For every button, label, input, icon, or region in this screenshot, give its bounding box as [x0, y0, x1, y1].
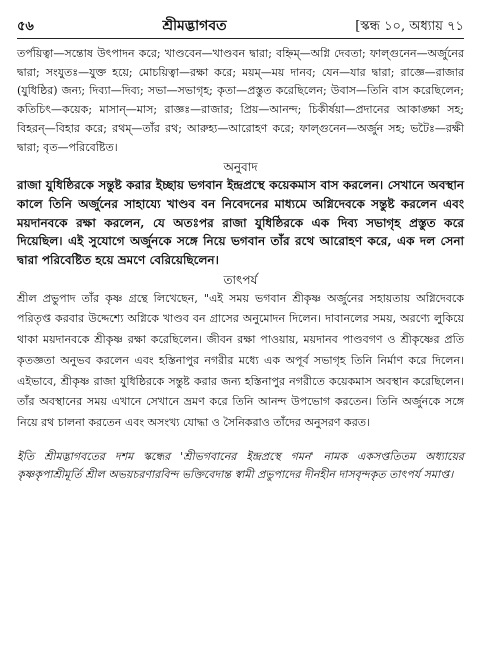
chapter-closing-note: ইতি শ্রীমদ্ভাগবতের দশম স্কন্ধের 'শ্রীভগবানের ইন্দ্রপ্রস্থে গমন' নামক একসপ্ততিতম অধ্যায়ের কৃষ্ণকৃপাশ্রীমূর্তি শ্রীল অভয়চরণারবিন্দ ভক্তিবেদান্ত স্বামী প্রভুপাদের দীনহীন দাসবৃন্দকৃত তাৎপর্য সমাপ্ত।: [17, 449, 464, 482]
purport-heading: তাৎপর্য: [223, 272, 258, 287]
page-header: [17, 14, 464, 34]
book-title: শ্রীমদ্ভাগবত: [162, 18, 227, 34]
chapter-reference: [স্কন্ধ ১০, অধ্যায় ৭১: [355, 19, 464, 34]
translation-paragraph: রাজা যুধিষ্ঠিরকে সন্তুষ্ট করার ইচ্ছায় ভগবান ইন্দ্রপ্রস্থে কয়েকমাস বাস করলেন। সেখানে অবস্থান কালে তিনি অর্জুনের সাহায্যে খাণ্ডব বন নিবেদনের মাধ্যমে অগ্নিদেবকে সন্তুষ্ট করলেন এবং ময়দানবকে রক্ষা করলেন, যে অতঃপর রাজা যুধিষ্ঠিরকে এক দিব্য সভাগৃহ প্রস্তুত করে দিয়েছিল। এই সুযোগে অর্জুনকে সঙ্গে নিয়ে ভগবান তাঁর রথে আরোহণ করে, এক দল সেনা দ্বারা পরিবেষ্টিত হয়ে ভ্রমণে বেরিয়েছিলেন।: [17, 178, 464, 268]
book-page: [17, 14, 464, 485]
purport-paragraph: শ্রীল প্রভুপাদ তাঁর কৃষ্ণ গ্রন্থে লিখেছেন, "এই সময় ভগবান শ্রীকৃষ্ণ অর্জুনের সহায়তায় অগ্নিদেবকে পরিতৃপ্ত করবার উদ্দেশ্যে অগ্নিকে খাণ্ডব বন গ্রাসের অনুমোদন দিলেন। দাবানলের সময়, অরণ্যে লুকিয়ে থাকা ময়দানবকে শ্রীকৃষ্ণ রক্ষা করেছিলেন। জীবন রক্ষা পাওয়ায়, ময়দানব পাণ্ডবগণ ও শ্রীকৃষ্ণের প্রতি কৃতজ্ঞতা অনুভব করলেন এবং হস্তিনাপুর নগরীর মধ্যে এক অপূর্ব সভাগৃহ তিনি নির্মাণ করে দিলেন। এইভাবে, শ্রীকৃষ্ণ রাজা যুধিষ্ঠিরকে সন্তুষ্ট করার জন্য হস্তিনাপুর নগরীতে কয়েকমাস অবস্থান করেছিলেন। তাঁর অবস্থানের সময় এখানে সেখানে ভ্রমণ করে তিনি আনন্দ উপভোগ করতেন। তিনি অর্জুনকে সঙ্গে নিয়ে রথ চালনা করতেন এবং অসংখ্য যোদ্ধা ও সৈনিকরাও তাঁদের অনুসরণ করত।: [17, 291, 464, 429]
synonyms-paragraph: তর্পয়িত্বা—সন্তোষ উৎপাদন করে; খাণ্ডবেন—খাণ্ডবন দ্বারা; বহ্নিম্—অগ্নি দেবতা; ফাল্গুনেন—অর্জুনের দ্বারা; সংযুতঃ—যুক্ত হয়ে; মোচয়িত্বা—রক্ষা করে; ময়ম্—ময় দানব; যেন—যার দ্বারা; রাজ্ঞে—রাজার (যুধিষ্ঠির) জন্য; দিব্যা—দিব্য; সভা—সভাগৃহ; কৃতা—প্রস্তুত করেছিলেন; উবাস—তিনি বাস করেছিলেন; কতিচিৎ—কয়েক; মাসান্—মাস; রাজ্ঞঃ—রাজার; প্রিয়—আনন্দ; চিকীর্ষয়া—প্রদানের আকাঙ্ক্ষা সহ; বিহরন্—বিহার করে; রথম্—তাঁর রথ; আরুহ্য—আরোহণ করে; ফাল্গুনেন—অর্জুন সহ; ভটৈঃ—রক্ষী দ্বারা; বৃত—পরিবেষ্টিত।: [17, 47, 464, 154]
header-divider: [17, 38, 464, 39]
page-number: ৫৬: [17, 19, 34, 34]
translation-heading: অনুবাদ: [223, 160, 258, 175]
